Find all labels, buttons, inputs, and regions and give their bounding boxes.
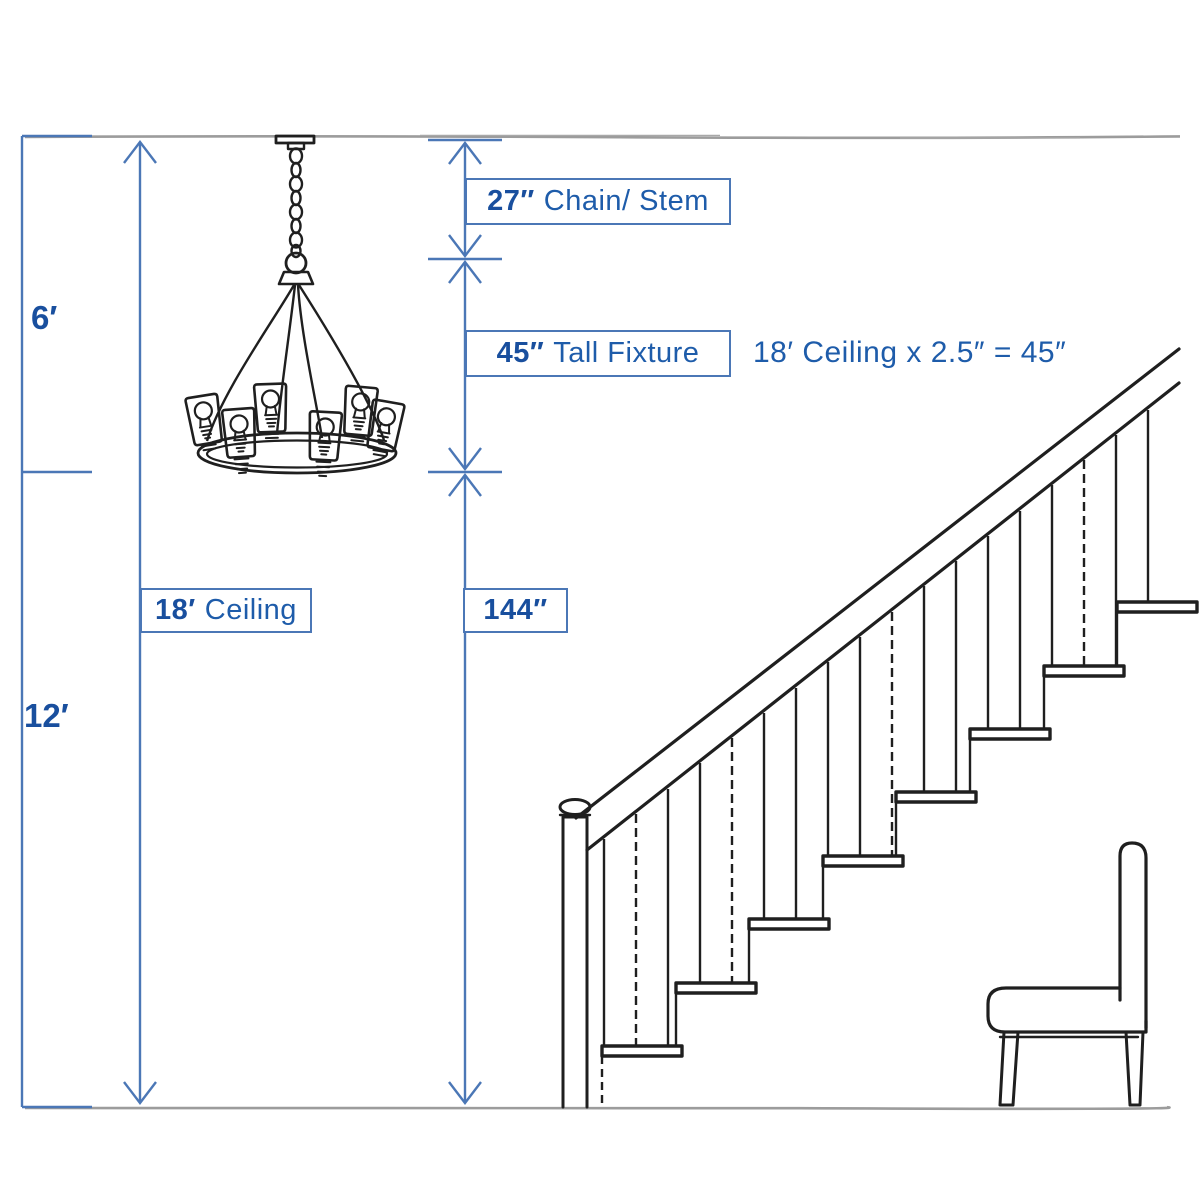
chain-stem-dimension-box (465, 178, 731, 225)
chandelier-shade (185, 393, 225, 451)
tall-fixture-text: Tall Fixture (553, 337, 700, 369)
chain-stem-value: 27″ (487, 185, 535, 217)
stair-tread (823, 856, 903, 866)
newel-post (560, 800, 590, 1108)
chandelier-canopy (276, 136, 314, 149)
six-foot-label: 6′ (31, 299, 58, 336)
chair-back-leg (1126, 1032, 1143, 1105)
chandelier-shade (222, 408, 258, 474)
stair-tread (1044, 666, 1124, 676)
stair-tread (896, 792, 976, 802)
total-inches-box (463, 588, 568, 633)
stair-tread (1117, 602, 1197, 612)
tall-fixture-dimension-box (465, 330, 731, 377)
handrail (576, 349, 1179, 850)
ceiling-formula-text: 18′ Ceiling x 2.5″ = 45″ (753, 336, 1067, 369)
chain-stem-text: Chain/ Stem (543, 185, 709, 217)
chandelier-chain (290, 149, 302, 258)
chair-sketch (988, 843, 1146, 1105)
chandelier-sketch (185, 136, 405, 477)
chandelier-shade (254, 383, 288, 438)
stair-tread (970, 729, 1050, 739)
ceiling-line (25, 135, 1180, 138)
stair-tread (749, 919, 829, 929)
chair-back (1120, 843, 1146, 1028)
ceiling-height-text: Ceiling (204, 594, 297, 626)
chandelier-shades (185, 383, 405, 476)
tall-fixture-value: 45″ (496, 337, 545, 369)
ceiling-height-box (140, 588, 312, 633)
total-inches-value: 144″ (483, 594, 548, 626)
chair-front-leg (1000, 1032, 1018, 1105)
stair-tread (676, 983, 756, 993)
left-scale-bracket (22, 136, 92, 1107)
floor-line (25, 1107, 1170, 1109)
balusters (604, 410, 1148, 1046)
ceiling-height-value: 18′ (155, 594, 196, 626)
stair-tread (602, 1046, 682, 1056)
staircase-sketch (560, 349, 1197, 1107)
twelve-foot-label: 12′ (24, 697, 69, 734)
chair-seat (988, 988, 1146, 1032)
